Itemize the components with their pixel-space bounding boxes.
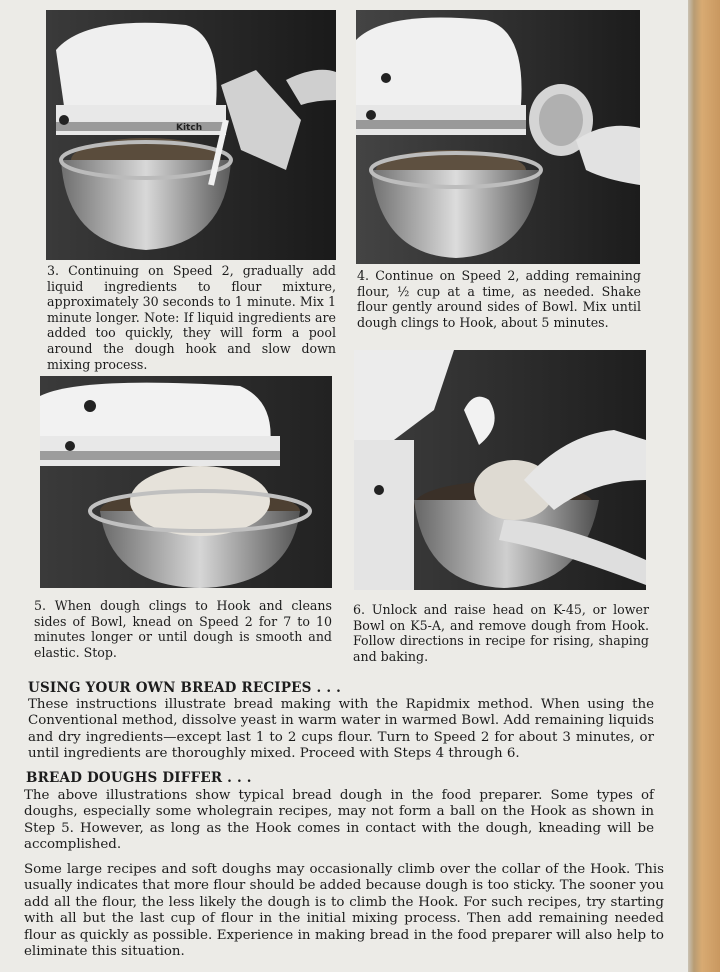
- step-6-text: Unlock and raise head on K-45, or lower Bowl on K5-A, and remove dough from Hook. Follow directions in recipe for rising, shaping and baking.: [353, 602, 649, 664]
- step-4-number: 4.: [357, 268, 370, 283]
- step-4-text: Continue on Speed 2, adding remaining flour, ½ cup at a time, as needed. Shake flour gently around sides of Bowl. Mix until dough clings to Hook, about 5 minutes.: [357, 268, 641, 330]
- step-6-number: 6.: [353, 602, 366, 617]
- mixer-kneading-dough-image: [40, 376, 332, 588]
- section-own-recipes-body: These instructions illustrate bread making with the Rapidmix method. When using the Conventional method, dissolve yeast in warm water in warmed Bowl. Add remaining liquids and dry ingredients—except last 1 to 2 cups flour. Turn to Speed 2 for about 3 minutes, or until ingredients are thoroughly mixed. Proceed with Steps 4 through 6.: [28, 697, 654, 762]
- step-4-caption: [357, 268, 641, 330]
- section-doughs-differ-para2: Some large recipes and soft doughs may occasionally climb over the collar of the Hook. This usually indicates that more flour should be added because dough is too sticky. The sooner you add all the flour, the less likely the dough is to climb the Hook. For such recipes, try starting with all but the last cup of flour in the initial mixing process. Then add remaining needed flour as quickly as possible. Experience in making bread in the food preparer will also help to eliminate this situation.: [24, 862, 664, 960]
- section-own-recipes-title: USING YOUR OWN BREAD RECIPES . . .: [28, 680, 342, 696]
- mixer-brand-label: Kitch: [176, 123, 203, 133]
- step-5-number: 5.: [34, 598, 47, 613]
- step-3-number: 3.: [47, 263, 60, 278]
- page-edge: [688, 0, 720, 972]
- photo-step-4: [356, 10, 640, 264]
- removing-dough-from-hook-image: [354, 350, 646, 590]
- step-3-caption: [47, 263, 336, 372]
- section-doughs-differ-title: BREAD DOUGHS DIFFER . . .: [26, 770, 252, 786]
- photo-step-5: [40, 376, 332, 588]
- photo-step-3: [46, 10, 336, 260]
- step-5-caption: [34, 598, 332, 660]
- step-3-text: Continuing on Speed 2, gradually add liquid ingredients to flour mixture, approximately 30 seconds to 1 minute. Mix 1 minute longer. Note: If liquid ingredients are added too quickly, they will form a pool around the dough hook and slow down mixing process.: [47, 263, 336, 372]
- mixer-adding-flour-image: [356, 10, 640, 264]
- mixer-pouring-liquid-image: [46, 10, 336, 260]
- photo-step-6: [354, 350, 646, 590]
- step-5-text: When dough clings to Hook and cleans sides of Bowl, knead on Speed 2 for 7 to 10 minutes longer or until dough is smooth and elastic. Stop.: [34, 598, 332, 660]
- step-6-caption: [353, 602, 649, 664]
- section-doughs-differ-para1: The above illustrations show typical bread dough in the food preparer. Some types of doughs, especially some wholegrain recipes, may not form a ball on the Hook as shown in Step 5. However, as long as the Hook comes in contact with the dough, kneading will be accomplished.: [24, 788, 654, 853]
